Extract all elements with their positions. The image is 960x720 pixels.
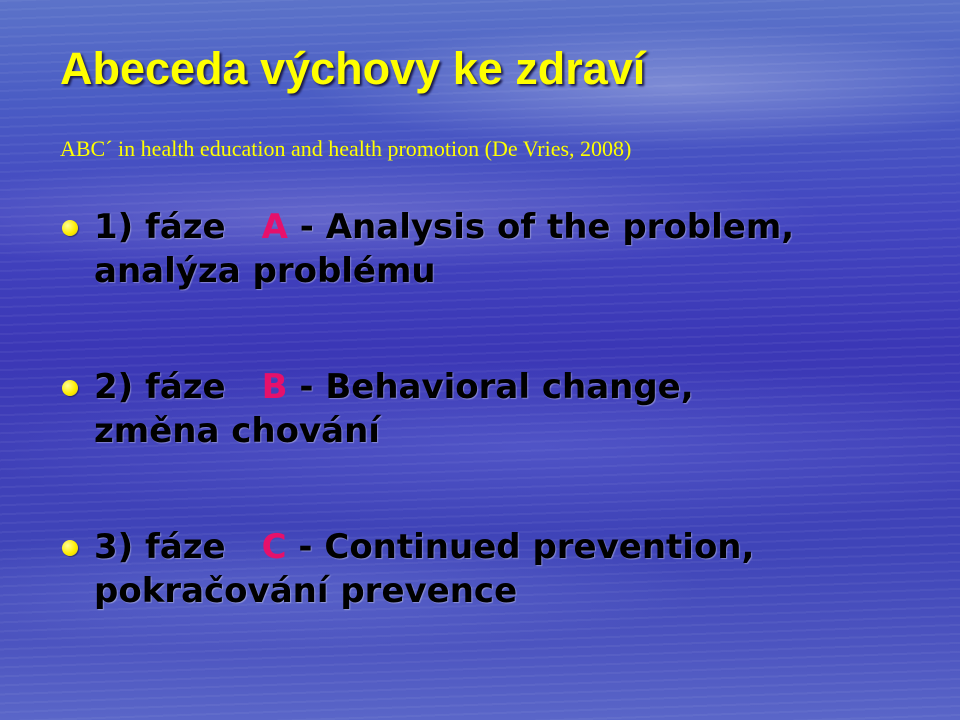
phase-translation: změna chování: [94, 411, 380, 451]
bullet-item-phase-b: [60, 365, 940, 453]
phase-letter: C: [261, 527, 287, 567]
bullet-item-phase-c: [60, 525, 940, 613]
bullet-dot-icon: [62, 380, 78, 396]
phase-letter: B: [261, 367, 288, 407]
phase-translation: pokračování prevence: [94, 571, 518, 611]
phase-label: 3) fáze: [94, 527, 226, 567]
phase-label: 2) fáze: [94, 367, 226, 407]
bullet-dot-icon: [62, 540, 78, 556]
slide-title: Abeceda výchovy ke zdraví: [60, 43, 646, 94]
slide-subtitle: ABC´ in health education and health promotion (De Vries, 2008): [60, 136, 632, 161]
phase-translation: analýza problému: [94, 251, 436, 291]
phase-label: 1) fáze: [94, 207, 226, 247]
bullet-list: [60, 205, 940, 613]
bullet-dot-icon: [62, 220, 78, 236]
bullet-line: [94, 365, 940, 409]
phase-description: - Continued prevention,: [298, 527, 755, 567]
bullet-line: [94, 205, 940, 249]
phase-letter: A: [261, 207, 288, 247]
phase-description: - Analysis of the problem,: [299, 207, 795, 247]
phase-description: - Behavioral change,: [299, 367, 694, 407]
bullet-item-phase-a: [60, 205, 940, 293]
bullet-line: [94, 525, 940, 569]
